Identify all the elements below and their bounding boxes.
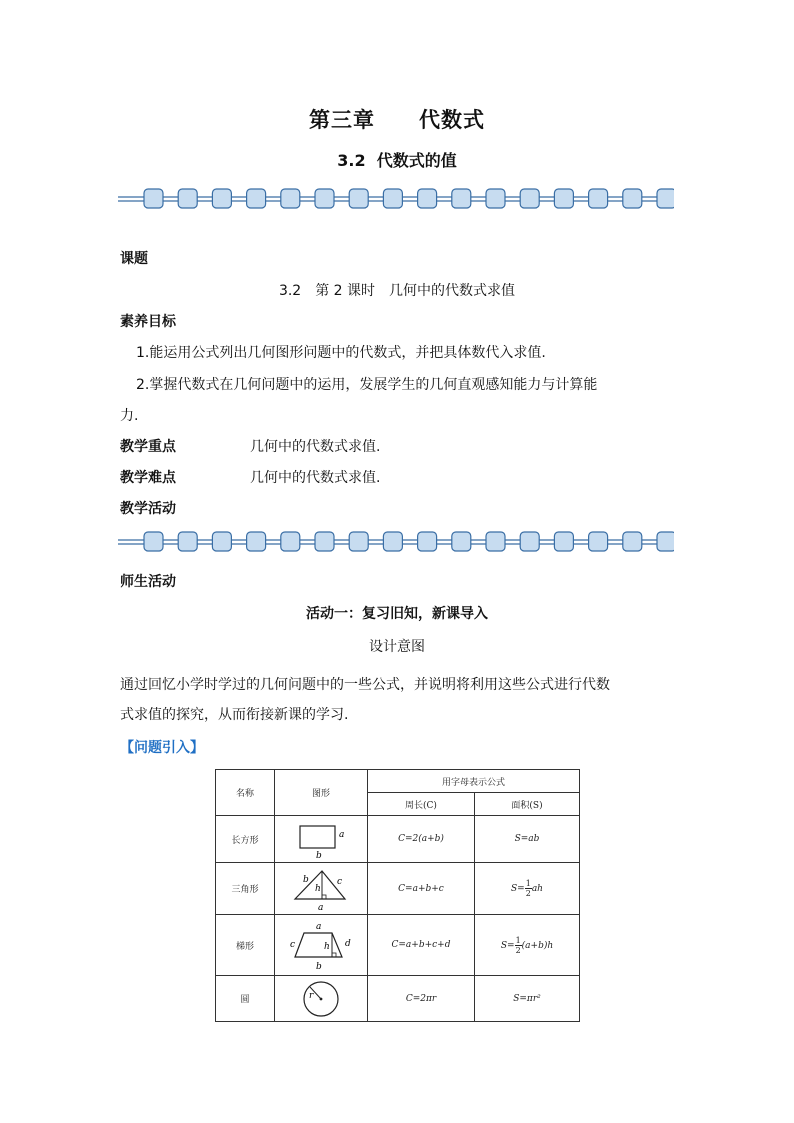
bead: [657, 189, 674, 208]
chapter-number: 第三章: [309, 108, 375, 132]
bead: [178, 532, 197, 551]
activity-1-title: 活动一：复习旧知，新课导入: [306, 606, 488, 622]
section-number: 3.2: [337, 151, 366, 170]
fig-label-a: a: [318, 902, 324, 912]
teacher-student-label: 师生活动: [120, 574, 176, 590]
bead: [178, 189, 197, 208]
rectangle-icon: [286, 819, 356, 859]
bead: [383, 532, 402, 551]
bead: [657, 532, 674, 551]
row-perimeter: C=2(a+b): [368, 816, 475, 863]
topic-value: 3.2 第 2 课时 几何中的代数式求值: [278, 283, 516, 299]
bead: [418, 532, 437, 551]
design-intent-heading: 设计意图: [369, 639, 425, 655]
bead: [589, 189, 608, 208]
key-point-value: 几何中的代数式求值.: [250, 439, 381, 455]
bead: [520, 189, 539, 208]
bead: [623, 532, 642, 551]
rectangle-figure: [275, 816, 368, 863]
bead: [554, 189, 573, 208]
bead: [623, 189, 642, 208]
bead: [247, 532, 266, 551]
fraction-half: $\frac{1}{2}$: [525, 879, 531, 898]
bead: [452, 189, 471, 208]
chapter-title: [0, 104, 794, 134]
fig-label-c: c: [337, 876, 343, 887]
bead: [486, 532, 505, 551]
bead: [315, 189, 334, 208]
bead: [349, 532, 368, 551]
goal-1: 1.能运用公式列出几何图形问题中的代数式，并把具体数代入求值.: [136, 345, 546, 361]
bead-chain-icon: [118, 530, 674, 554]
table-row: [216, 915, 580, 976]
table-row: [216, 976, 580, 1022]
question-intro-heading: 【问题引入】: [120, 740, 204, 756]
fig-label-c: c: [290, 940, 296, 950]
bead-divider-top: [118, 187, 674, 211]
goal-2-line1: 2.掌握代数式在几何问题中的运用，发展学生的几何直观感知能力与计算能: [136, 377, 598, 393]
bead: [144, 189, 163, 208]
bead: [281, 189, 300, 208]
bead: [589, 532, 608, 551]
header-figure: 图形: [275, 770, 368, 816]
bead: [212, 532, 231, 551]
difficulty-value: 几何中的代数式求值.: [250, 470, 381, 486]
formula-table: [215, 769, 580, 1022]
fig-label-a: a: [339, 830, 345, 840]
difficulty-label: 教学难点: [120, 470, 176, 486]
row-name: 梯形: [216, 915, 275, 976]
bead: [144, 532, 163, 551]
row-area: S=ab: [475, 816, 580, 863]
row-name: 圆: [216, 976, 275, 1022]
chapter-name: 代数式: [419, 108, 485, 132]
activities-label: 教学活动: [120, 501, 176, 517]
row-perimeter: C=a+b+c: [368, 863, 475, 915]
bead: [212, 189, 231, 208]
bead: [554, 532, 573, 551]
bead-divider-middle: [118, 530, 674, 554]
row-area: S= $\frac{1}{2}$ (a+b)h: [475, 915, 580, 976]
goals-label: 素养目标: [120, 314, 176, 330]
key-point-label: 教学重点: [120, 439, 176, 455]
header-formula: 用字母表示公式: [368, 770, 580, 793]
fig-label-h: h: [315, 883, 321, 894]
header-perimeter: 周长(C): [368, 793, 475, 816]
fig-label-b: b: [316, 851, 322, 859]
row-area: S=πr²: [475, 976, 580, 1022]
bead: [452, 532, 471, 551]
trapezoid-icon: [282, 919, 360, 971]
table-row: [216, 816, 580, 863]
bead-chain-icon: [118, 187, 674, 211]
triangle-icon: [285, 866, 357, 912]
bead: [486, 189, 505, 208]
bead: [315, 532, 334, 551]
fig-label-r: r: [309, 990, 314, 1001]
topic-label: 课题: [120, 251, 148, 267]
header-name: 名称: [216, 770, 275, 816]
row-perimeter: C=2πr: [368, 976, 475, 1022]
bead: [418, 189, 437, 208]
row-area: S= $\frac{1}{2}$ ah: [475, 863, 580, 915]
header-area: 面积(S): [475, 793, 580, 816]
bead: [383, 189, 402, 208]
fig-label-b: b: [303, 874, 309, 885]
fig-label-a: a: [316, 922, 322, 932]
bead: [281, 532, 300, 551]
table-row: [216, 863, 580, 915]
bead: [349, 189, 368, 208]
fig-label-d: d: [345, 939, 351, 949]
fig-label-b: b: [316, 962, 322, 971]
bead: [520, 532, 539, 551]
intent-line-1: 通过回忆小学时学过的几何问题中的一些公式，并说明将利用这些公式进行代数: [120, 677, 610, 693]
section-name: 代数式的值: [376, 151, 457, 170]
section-title: [0, 148, 794, 171]
circle-figure: [275, 976, 368, 1022]
triangle-figure: [275, 863, 368, 915]
trapezoid-figure: [275, 915, 368, 976]
intent-line-2: 式求值的探究，从而衔接新课的学习.: [120, 707, 349, 723]
fig-label-h: h: [324, 942, 330, 952]
bead: [247, 189, 266, 208]
goal-2-line2: 力.: [120, 408, 139, 424]
circle-icon: [296, 978, 346, 1020]
fraction-half: $\frac{1}{2}$: [515, 935, 521, 955]
row-name: 三角形: [216, 863, 275, 915]
row-name: 长方形: [216, 816, 275, 863]
design-intent-paragraph: [120, 670, 676, 730]
row-perimeter: C=a+b+c+d: [368, 915, 475, 976]
